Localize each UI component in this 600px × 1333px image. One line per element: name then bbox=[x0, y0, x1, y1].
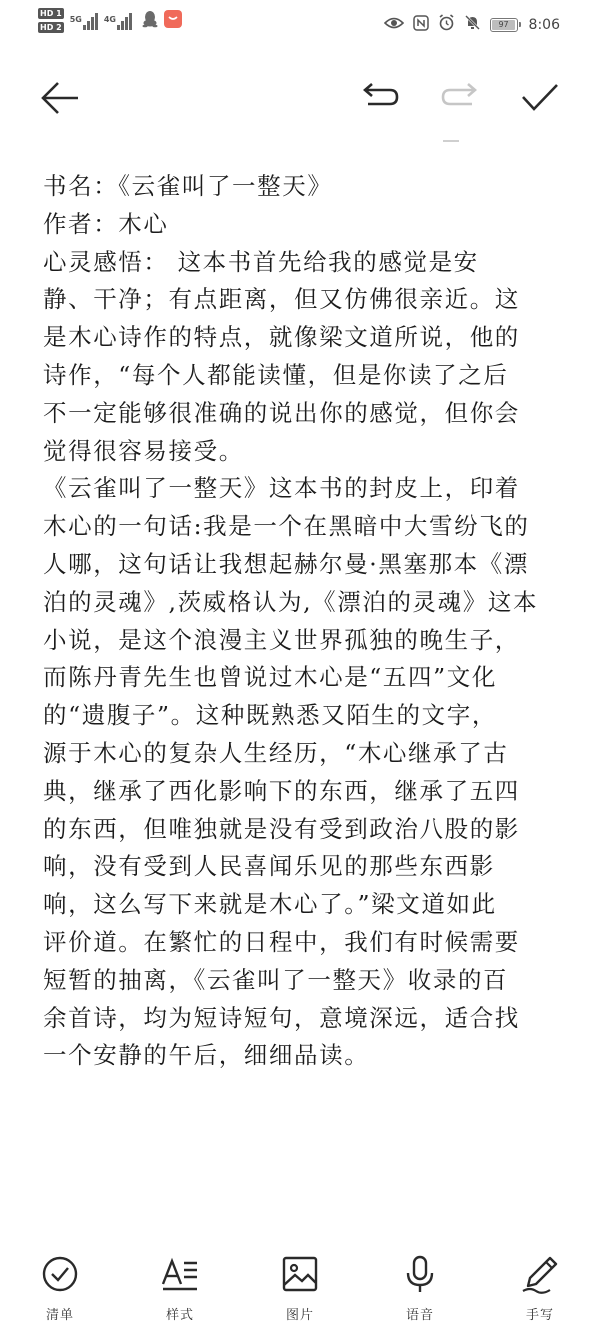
text-style-label: 样式 bbox=[165, 1308, 194, 1323]
signal-strength-icon bbox=[83, 12, 98, 30]
battery-icon bbox=[490, 18, 518, 32]
note-line: 木心的一句话:我是一个在黑暗中大雪纷飞的 bbox=[43, 512, 530, 541]
checkmark-icon bbox=[520, 82, 560, 114]
network-5g bbox=[70, 12, 98, 30]
notification-app-icon bbox=[164, 10, 182, 32]
network-4g bbox=[104, 12, 132, 30]
qq-icon bbox=[142, 10, 158, 32]
status-bar bbox=[0, 0, 600, 50]
note-line: 短暂的抽离，《云雀叫了一整天》收录的百 bbox=[43, 965, 509, 994]
note-line: 诗作，“每个人都能读懂，但是你读了之后 bbox=[43, 360, 509, 389]
image-label: 图片 bbox=[285, 1308, 314, 1323]
image-button[interactable] bbox=[245, 1240, 355, 1333]
handwriting-label: 手写 bbox=[525, 1308, 554, 1323]
note-editor[interactable] bbox=[43, 168, 563, 1075]
note-line: 人哪，这句话让我想起赫尔曼·黑塞那本《漂 bbox=[43, 549, 529, 578]
note-line: 小说，是这个浪漫主义世界孤独的晚生子， bbox=[43, 625, 520, 654]
bottom-toolbar bbox=[0, 1240, 600, 1333]
hd2-badge: HD 2 bbox=[40, 23, 62, 32]
note-line: 书名：《云雀叫了一整天》 bbox=[43, 172, 333, 200]
note-line: 余首诗，均为短诗短句，意境深远，适合找 bbox=[43, 1003, 520, 1032]
battery-percent: 97 bbox=[498, 19, 509, 29]
note-line: 源于木心的复杂人生经历，“木心继承了古 bbox=[43, 738, 509, 767]
text-style-button[interactable] bbox=[125, 1240, 235, 1333]
status-bar-left bbox=[38, 8, 182, 33]
note-line: 的“遗腹子”。这种既熟悉又陌生的文字， bbox=[43, 701, 497, 730]
note-line: 不一定能够很准确的说出你的感觉，但你会 bbox=[43, 398, 520, 427]
alarm-icon bbox=[438, 14, 455, 35]
mute-icon bbox=[464, 14, 481, 35]
note-line: 评价道。在繁忙的日程中，我们有时候需要 bbox=[43, 927, 520, 956]
image-icon bbox=[278, 1252, 322, 1296]
text-style-icon bbox=[158, 1252, 202, 1296]
back-arrow-icon bbox=[40, 80, 80, 116]
redo-icon bbox=[440, 82, 480, 114]
note-line: 是木心诗作的特点，就像梁文道所说，他的 bbox=[43, 323, 520, 352]
note-line: 典，继承了西化影响下的东西，继承了五四 bbox=[43, 776, 520, 805]
voice-label: 语音 bbox=[405, 1308, 434, 1323]
clock: 8:06 bbox=[528, 16, 560, 33]
hd1-badge: HD 1 bbox=[40, 9, 62, 18]
nfc-icon bbox=[413, 15, 429, 35]
note-line: 响，这么写下来就是木心了。”梁文道如此 bbox=[43, 890, 497, 919]
note-line: 觉得很容易接受。 bbox=[43, 436, 244, 465]
network-4g-label: 4G bbox=[103, 14, 116, 24]
editor-toolbar bbox=[0, 60, 600, 140]
hd-indicators bbox=[38, 8, 64, 33]
redo-button[interactable] bbox=[436, 74, 484, 122]
note-line: 一个安静的午后，细细品读。 bbox=[43, 1041, 370, 1070]
divider-dash bbox=[443, 140, 459, 142]
note-line: 的东西，但唯独就是没有受到政治八股的影 bbox=[43, 814, 520, 843]
handwriting-button[interactable] bbox=[485, 1240, 595, 1333]
confirm-button[interactable] bbox=[516, 74, 564, 122]
microphone-icon bbox=[398, 1252, 442, 1296]
note-line: 响，没有受到人民喜闻乐见的那些东西影 bbox=[43, 852, 495, 881]
note-line: 泊的灵魂》,茨威格认为,《漂泊的灵魂》这本 bbox=[43, 587, 539, 616]
status-bar-right bbox=[384, 14, 560, 35]
note-line: 静、干净；有点距离，但又仿佛很亲近。这 bbox=[43, 285, 520, 314]
checklist-label: 清单 bbox=[45, 1308, 74, 1323]
undo-icon bbox=[360, 82, 400, 114]
note-line: 《云雀叫了一整天》这本书的封皮上，印着 bbox=[43, 474, 520, 503]
checklist-button[interactable] bbox=[5, 1240, 115, 1333]
undo-button[interactable] bbox=[356, 74, 404, 122]
signal-strength-icon bbox=[117, 12, 132, 30]
network-5g-label: 5G bbox=[69, 14, 82, 24]
note-line: 作者：木心 bbox=[43, 209, 169, 238]
voice-button[interactable] bbox=[365, 1240, 475, 1333]
checklist-icon bbox=[38, 1252, 82, 1296]
back-button[interactable] bbox=[36, 74, 84, 122]
eye-icon bbox=[384, 15, 404, 34]
note-line: 而陈丹青先生也曾说过木心是“五四”文化 bbox=[43, 663, 497, 692]
handwriting-icon bbox=[518, 1252, 562, 1296]
note-line: 心灵感悟： 这本书首先给我的感觉是安 bbox=[43, 247, 479, 276]
